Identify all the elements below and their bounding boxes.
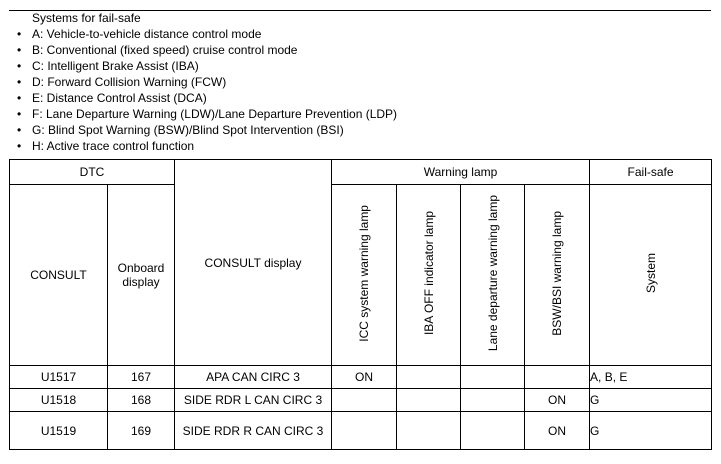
cell-system: G — [590, 389, 712, 412]
system-item-b: • B: Conventional (fixed speed) cruise control mode — [17, 42, 397, 58]
cell-bsw: ON — [525, 389, 590, 412]
lane-lamp-header — [461, 185, 525, 366]
cell-lane — [461, 389, 525, 412]
icc-lamp-header — [332, 185, 397, 366]
cell-icc: ON — [332, 366, 397, 389]
cell-bsw — [525, 366, 590, 389]
system-header — [590, 185, 712, 366]
cell-consult: U1518 — [10, 389, 108, 412]
iba-lamp-label: IBA OFF indicator lamp — [421, 211, 436, 336]
cell-bsw: ON — [525, 412, 590, 450]
systems-note-title: Systems for fail-safe — [32, 11, 141, 25]
bsw-lamp-header — [525, 185, 590, 366]
cell-iba — [397, 366, 461, 389]
table-row — [10, 366, 712, 389]
cell-onboard: 168 — [108, 389, 175, 412]
onboard-display-header — [108, 185, 175, 366]
cell-display: SIDE RDR R CAN CIRC 3 — [175, 412, 332, 450]
cell-iba — [397, 389, 461, 412]
table-row — [10, 389, 712, 412]
cell-iba — [397, 412, 461, 450]
system-item-a: • A: Vehicle-to-vehicle distance control mode — [17, 26, 397, 42]
header-sub-row — [10, 185, 712, 366]
systems-note — [17, 10, 397, 154]
dtc-header: DTC — [10, 160, 175, 185]
system-item-e: • E: Distance Control Assist (DCA) — [17, 90, 397, 106]
cell-icc — [332, 412, 397, 450]
warning-lamp-header: Warning lamp — [332, 160, 590, 185]
cell-display: APA CAN CIRC 3 — [175, 366, 332, 389]
icc-lamp-label: ICC system warning lamp — [357, 205, 372, 342]
cell-onboard: 169 — [108, 412, 175, 450]
cell-display: SIDE RDR L CAN CIRC 3 — [175, 389, 332, 412]
cell-icc — [332, 389, 397, 412]
system-item-c: • C: Intelligent Brake Assist (IBA) — [17, 58, 397, 74]
fail-safe-header: Fail-safe — [590, 160, 712, 185]
system-item-h: • H: Active trace control function — [17, 138, 397, 154]
lane-lamp-label: Lane departure warning lamp — [485, 195, 500, 352]
systems-list — [17, 26, 397, 154]
table-row — [10, 412, 712, 450]
system-item-g: • G: Blind Spot Warning (BSW)/Blind Spot Intervention (BSI) — [17, 122, 397, 138]
system-item-f: • F: Lane Departure Warning (LDW)/Lane Departure Prevention (LDP) — [17, 106, 397, 122]
onboard-display-label: Onboard display — [117, 261, 165, 289]
cell-onboard: 167 — [108, 366, 175, 389]
iba-lamp-header — [397, 185, 461, 366]
cell-system: G — [590, 412, 712, 450]
consult-header: CONSULT — [10, 185, 108, 366]
system-item-d: • D: Forward Collision Warning (FCW) — [17, 74, 397, 90]
dtc-table — [9, 159, 712, 450]
header-group-row — [10, 160, 712, 185]
cell-lane — [461, 412, 525, 450]
cell-lane — [461, 366, 525, 389]
cell-consult: U1517 — [10, 366, 108, 389]
consult-display-header: CONSULT display — [175, 160, 332, 366]
cell-consult: U1519 — [10, 412, 108, 450]
cell-system: A, B, E — [590, 366, 712, 389]
system-label: System — [643, 253, 658, 294]
bsw-lamp-label: BSW/BSI warning lamp — [550, 211, 565, 336]
